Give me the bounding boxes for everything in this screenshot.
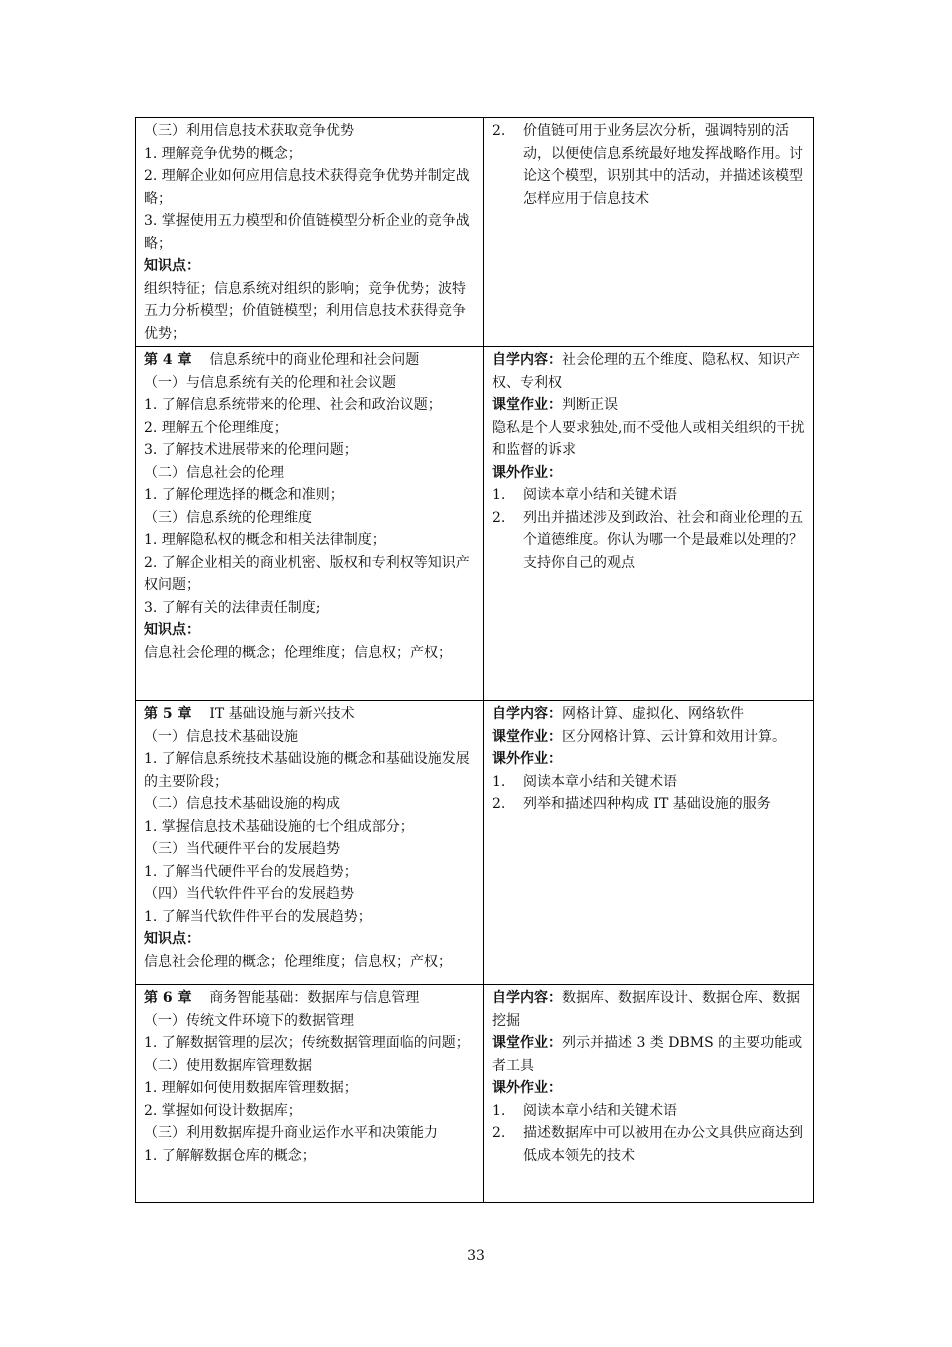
self-study	[492, 987, 808, 1032]
homework-item	[492, 793, 808, 816]
knowledge-points-text: 组织特征；信息系统对组织的影响；竞争优势；波特五力分析模型；价值链模型；利用信息技术获得竞争优势；	[144, 280, 466, 342]
objective-line: 3. 了解技术进展带来的伦理问题；	[144, 442, 358, 458]
homework-item	[492, 771, 808, 794]
objective-line: 1. 了解当代软件件平台的发展趋势；	[144, 908, 372, 925]
objective-line: 1. 理解竞争优势的概念；	[144, 145, 302, 162]
self-study-label: 自学内容：	[492, 706, 562, 722]
section-heading: （三）利用信息技术获取竞争优势	[144, 123, 354, 139]
objective-line: 1. 了解当代硬件平台的发展趋势；	[144, 863, 358, 880]
chapter-title: 信息系统中的商业伦理和社会问题	[209, 352, 420, 368]
class-assignment-label: 课堂作业：	[492, 728, 562, 745]
objective-line: 1. 理解隐私权的概念和相关法律制度；	[144, 532, 386, 548]
homework-label: 课外作业：	[492, 464, 562, 481]
homework-item	[492, 1100, 808, 1123]
chapter-heading	[144, 349, 478, 372]
chapter-number: 第 6 章	[144, 990, 192, 1006]
class-assignment-text: 列示并描述 3 类 DBMS 的主要功能或者工具	[492, 1035, 803, 1074]
item-number: 2.	[492, 509, 506, 526]
assignments-cell	[484, 701, 814, 985]
self-study	[492, 349, 808, 394]
item-text: 列举和描述四种构成 IT 基础设施的服务	[523, 796, 771, 812]
class-assignment	[492, 394, 808, 417]
self-study-text: 数据库、数据库设计、数据仓库、数据挖掘	[492, 990, 800, 1029]
homework-item	[492, 120, 808, 210]
page-number: 33	[467, 1248, 485, 1264]
objectives-cell	[136, 985, 484, 1203]
item-text: 阅读本章小结和关键术语	[523, 773, 677, 790]
class-assignment-label: 课堂作业：	[492, 397, 562, 413]
self-study	[492, 703, 808, 726]
assignments-cell	[484, 985, 814, 1203]
objective-line: 3. 了解有关的法律责任制度;	[144, 599, 321, 616]
homework-item	[492, 484, 808, 507]
table-row	[136, 347, 814, 701]
section-heading: （三）利用数据库提升商业运作水平和决策能力	[144, 1125, 438, 1141]
table-row	[136, 118, 814, 347]
objective-line: 3. 掌握使用五力模型和价值链模型分析企业的竞争战略；	[144, 213, 470, 252]
assignments-cell	[484, 118, 814, 347]
chapter-heading	[144, 987, 478, 1010]
class-assignment-label: 课堂作业：	[492, 1035, 562, 1051]
objective-line: 1. 理解如何使用数据库管理数据；	[144, 1080, 358, 1096]
knowledge-points-label: 知识点：	[144, 258, 200, 274]
homework-item	[492, 507, 808, 575]
section-heading: （一）与信息系统有关的伦理和社会议题	[144, 374, 396, 391]
objective-line: 1. 了解信息系统技术基础设施的概念和基础设施发展的主要阶段；	[144, 751, 470, 790]
homework-item	[492, 1122, 808, 1167]
item-text: 列出并描述涉及到政治、社会和商业伦理的五个道德维度。你认为哪一个是最难以处理的？支持你自己的观点	[523, 509, 803, 571]
self-study-text: 社会伦理的五个维度、隐私权、知识产权、专利权	[492, 352, 800, 391]
table-row	[136, 701, 814, 985]
item-number: 1.	[492, 773, 506, 790]
item-number: 1.	[492, 487, 506, 503]
class-assignment-text: 判断正误	[562, 397, 618, 413]
item-text: 描述数据库中可以被用在办公文具供应商达到低成本领先的技术	[523, 1125, 803, 1164]
homework-label: 课外作业：	[492, 1080, 562, 1096]
objectives-cell	[136, 118, 484, 347]
assignments-cell	[484, 347, 814, 701]
objective-line: 2. 掌握如何设计数据库；	[144, 1102, 302, 1119]
section-heading: （三）当代硬件平台的发展趋势	[144, 841, 340, 857]
chapter-number: 第 5 章	[144, 706, 192, 722]
objectives-cell	[136, 347, 484, 701]
table-row	[136, 985, 814, 1203]
item-text: 价值链可用于业务层次分析，强调特别的活动，以便使信息系统最好地发挥战略作用。讨论这个模型，识别其中的活动，并描述该模型怎样应用于信息技术	[523, 123, 803, 207]
objective-line: 1. 了解数据管理的层次；传统数据管理面临的问题；	[144, 1035, 470, 1051]
section-heading: （一）传统文件环境下的数据管理	[144, 1012, 354, 1029]
section-heading: （二）使用数据库管理数据	[144, 1057, 312, 1074]
objective-line: 2. 理解企业如何应用信息技术获得竞争优势并制定战略；	[144, 168, 470, 207]
chapter-title: 商务智能基础：数据库与信息管理	[209, 990, 420, 1006]
self-study-label: 自学内容：	[492, 990, 562, 1006]
item-number: 1.	[492, 1102, 506, 1119]
chapter-heading	[144, 703, 478, 726]
self-study-label: 自学内容：	[492, 352, 562, 368]
objective-line: 2. 了解企业相关的商业机密、版权和专利权等知识产权问题；	[144, 554, 470, 593]
section-heading: （一）信息技术基础设施	[144, 728, 298, 745]
section-heading: （二）信息社会的伦理	[144, 464, 284, 481]
class-assignment	[492, 726, 808, 749]
objectives-cell	[136, 701, 484, 985]
item-number: 2.	[492, 796, 506, 812]
self-study-text: 网格计算、虚拟化、网络软件	[562, 706, 744, 722]
knowledge-points-text: 信息社会伦理的概念；伦理维度；信息权；产权；	[144, 644, 452, 661]
section-heading: （二）信息技术基础设施的构成	[144, 796, 340, 812]
objective-line: 1. 了解解数据仓库的概念；	[144, 1147, 316, 1164]
section-heading: （三）信息系统的伦理维度	[144, 509, 312, 526]
syllabus-table	[135, 117, 814, 1203]
class-assignment-detail: 隐私是个人要求独处,而不受他人或相关组织的干扰和监督的诉求	[492, 419, 805, 458]
class-assignment	[492, 1032, 808, 1077]
item-text: 阅读本章小结和关键术语	[523, 487, 677, 503]
homework-label: 课外作业：	[492, 751, 562, 767]
item-number: 2.	[492, 123, 506, 139]
objective-line: 1. 了解伦理选择的概念和准则；	[144, 487, 344, 503]
knowledge-points-label: 知识点：	[144, 931, 200, 947]
chapter-title: IT 基础设施与新兴技术	[209, 706, 355, 722]
item-text: 阅读本章小结和关键术语	[523, 1102, 677, 1119]
knowledge-points-label: 知识点：	[144, 622, 200, 638]
chapter-number: 第 4 章	[144, 352, 192, 368]
objective-line: 2. 理解五个伦理维度；	[144, 419, 288, 436]
objective-line: 1. 了解信息系统带来的伦理、社会和政治议题；	[144, 397, 442, 413]
objective-line: 1. 掌握信息技术基础设施的七个组成部分；	[144, 818, 414, 835]
knowledge-points-text: 信息社会伦理的概念；伦理维度；信息权；产权；	[144, 953, 452, 970]
item-number: 2.	[492, 1125, 506, 1141]
class-assignment-text: 区分网格计算、云计算和效用计算。	[562, 728, 786, 745]
section-heading: （四）当代软件件平台的发展趋势	[144, 886, 354, 902]
